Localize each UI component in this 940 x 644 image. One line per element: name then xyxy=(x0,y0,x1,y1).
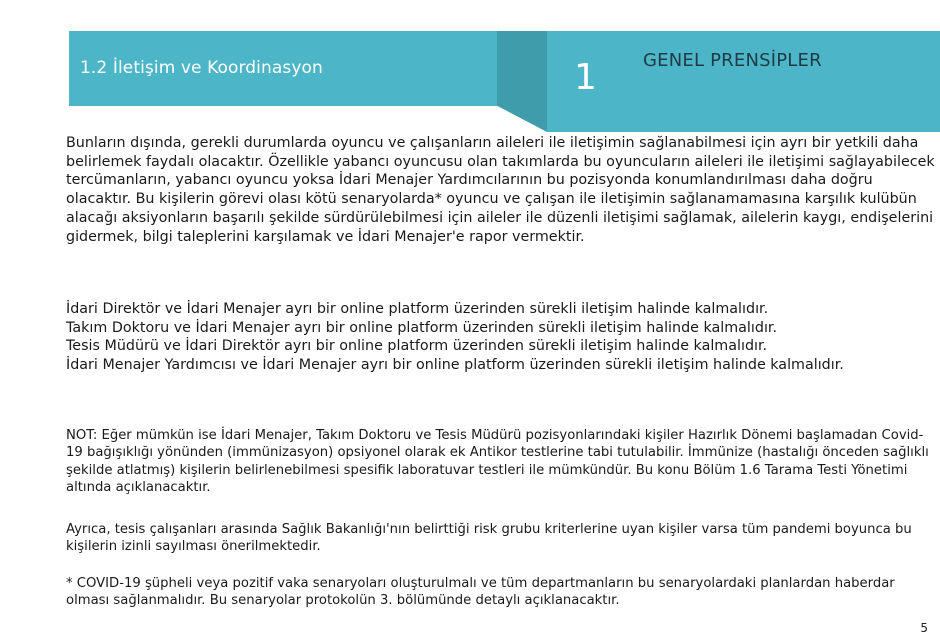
intro-paragraph: Bunların dışında, gerekli durumlarda oyuncu ve çalışanların aileleri ile iletişimin sağlanabilmesi için ayrı bir yetkili daha belirlemek faydalı olacaktır. Özellikle yabancı oyuncusu olan takımlarda bu oyuncuların aileleri ile iletişimi sağlayabilecek tercümanların, yabancı oyuncu yoksa İdari Menajer Yardımcılarının bu pozisyonda konumlandırılması daha doğru olacaktır. Bu kişilerin görevi olası kötü senaryolarda* oyuncu ve çalışan ile iletişimin sağlanamamasına karşılık kulübün alacağı aksiyonların başarılı şekilde sürdürülebilmesi için aileler ile düzenli iletişimi sağlamak, ailelerin kaygı, endişelerini gidermek, bilgi taleplerini karşılamak ve İdari Menajer'e rapor vermektir. xyxy=(66,135,935,245)
communication-line: Takım Doktoru ve İdari Menajer ayrı bir online platform üzerinden sürekli iletişim halinde kalmalıdır. xyxy=(66,319,778,336)
chapter-title: GENEL PRENSİPLER xyxy=(643,50,822,71)
risk-group-paragraph: Ayrıca, tesis çalışanları arasında Sağlık Bakanlığı'nın belirttiği risk grubu kriterlerine uyan kişiler varsa tüm pandemi boyunca bu kişilerin izinli sayılması önerilmektedir. xyxy=(66,522,912,555)
chapter-number: 1 xyxy=(574,57,597,98)
section-title: 1.2 İletişim ve Koordinasyon xyxy=(80,58,323,78)
communication-line: İdari Direktör ve İdari Menajer ayrı bir online platform üzerinden sürekli iletişim halinde kalmalıdır. xyxy=(66,301,769,317)
communication-line: İdari Menajer Yardımcısı ve İdari Menajer ayrı bir online platform üzerinden sürekli iletişim halinde kalmalıdır. xyxy=(66,357,844,374)
note-paragraph: NOT: Eğer mümkün ise İdari Menajer, Takım Doktoru ve Tesis Müdürü pozisyonlarındaki kişiler Hazırlık Dönemi başlamadan Covid-19 bağışıklığı yönünden (immünizasyon) opsiyonel olarak ek Antikor testlerine tabi tutulabilir. İmmünize (hastalığı önceden sağlıklı şekilde atlatmış) kişilerin belirlenebilmesi spesifik laboratuvar testleri ile mümkündür. Bu konu Bölüm 1.6 Tarama Testi Yönetimi altında açıklanacaktır. xyxy=(66,428,929,495)
communication-line: Tesis Müdürü ve İdari Direktör ayrı bir online platform üzerinden sürekli iletişim halinde kalmalıdır. xyxy=(66,338,768,355)
chapter-banner xyxy=(547,31,940,132)
communication-list xyxy=(66,300,938,375)
footnote-paragraph: * COVID-19 şüpheli veya pozitif vaka senaryoları oluşturulmalı ve tüm departmanların bu senaryolardaki planlardan haberdar olması sağlanmalıdır. Bu senaryolar protokolün 3. bölümünde detaylı açıklanacaktır. xyxy=(66,576,895,609)
page-number: 5 xyxy=(920,621,928,635)
banner-fold xyxy=(497,31,547,132)
